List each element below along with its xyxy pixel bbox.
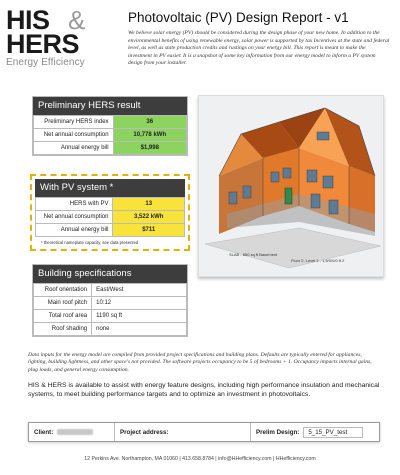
hers-table bbox=[33, 115, 187, 155]
row-label: Preliminary HERS index bbox=[34, 116, 114, 129]
table-row bbox=[36, 224, 185, 237]
net-consumption-value: 10,778 kWh bbox=[113, 129, 186, 142]
row-label: HERS with PV bbox=[36, 198, 113, 211]
pv-panel-heading: With PV system * bbox=[35, 179, 185, 197]
table-row bbox=[34, 142, 187, 155]
logo-tagline: Energy Efficiency bbox=[6, 57, 85, 68]
table-row bbox=[34, 116, 187, 129]
project-address-cell bbox=[115, 423, 251, 441]
building-specs-panel bbox=[32, 264, 188, 337]
data-inputs-note: Data inputs for the energy model are compiled from provided project specifications and building plans. Defaults are typically entered for appliances, lighting, building lightness, and other space's not provided. The software projects occupancy to be 5 of bedrooms + 1. Occupancy impacts internal gains, plug loads, and general energy consumption. bbox=[28, 352, 372, 373]
row-label: Net annual consumption bbox=[36, 211, 113, 224]
specs-panel-heading: Building specifications bbox=[33, 265, 187, 283]
logo bbox=[6, 5, 102, 78]
project-address-label: Project address: bbox=[120, 428, 169, 436]
row-label: Roof shading bbox=[34, 323, 92, 336]
roof-pitch-value: 10:12 bbox=[92, 297, 187, 310]
table-row bbox=[34, 297, 187, 310]
hers-index-value: 36 bbox=[113, 116, 186, 129]
pv-footnote: * theoretical nameplate capacity, see data presented bbox=[41, 240, 139, 245]
hers-result-panel bbox=[32, 96, 188, 156]
prelim-design-cell bbox=[251, 423, 379, 441]
table-row bbox=[36, 198, 185, 211]
roof-shading-value: none bbox=[92, 323, 187, 336]
pv-net-consumption-value: 3,522 kWh bbox=[113, 211, 185, 224]
intro-paragraph: We believe solar energy (PV) should be considered during the design phase of your new home. In addition to the environmental benefits of using renewable energy, solar power is supported by tax Incentives at the state and federal level, as well as state production credits and rustings on your energy bill. This report is meant to make the investment in PV easier. It is a snapshot of some key information from our energy model to inform a PV system design from your installer. bbox=[128, 30, 390, 67]
energy-bill-value: $1,998 bbox=[113, 142, 186, 155]
report-title: Photovoltaic (PV) Design Report - v1 bbox=[128, 10, 349, 25]
roof-area-value: 1190 sq ft bbox=[92, 310, 187, 323]
client-label: Client: bbox=[34, 428, 54, 436]
logo-line-his: HIS bbox=[6, 5, 50, 35]
client-cell bbox=[29, 423, 115, 441]
prelim-design-value: 5_15_PV_test bbox=[303, 427, 363, 438]
row-label: Total roof area bbox=[34, 310, 92, 323]
house-model-image bbox=[199, 96, 384, 277]
specs-table bbox=[33, 283, 187, 336]
logo-ampersand: & bbox=[68, 5, 86, 35]
table-row bbox=[34, 284, 187, 297]
pv-system-panel bbox=[30, 174, 190, 251]
pv-energy-bill-value: $711 bbox=[113, 224, 185, 237]
house-3d-render bbox=[198, 95, 384, 277]
assist-paragraph: HIS & HERS is available to assist with energy feature designs, including high performance insulation and mechanical systems, to meet building performance targets and to optimize an investment in photovoltaics. bbox=[28, 382, 380, 398]
table-row bbox=[36, 211, 185, 224]
pv-table bbox=[35, 197, 185, 237]
row-label: Roof orientation bbox=[34, 284, 92, 297]
hers-with-pv-value: 13 bbox=[113, 198, 185, 211]
row-label: Annual energy bill bbox=[34, 142, 114, 155]
render-label-floor: Floor 2, Level 1 - 1,5/0/0/0 ft 2 bbox=[291, 258, 345, 263]
logo-line-hers: HERS bbox=[6, 29, 80, 59]
table-row bbox=[34, 310, 187, 323]
row-label: Annual energy bill bbox=[36, 224, 113, 237]
footer-address: 12 Perkins Ave. Northampton, MA 01060 | 413.658.8784 | info@HHefficiency.com | HHefficiency.com bbox=[84, 456, 316, 462]
render-label-slab: SLAB - 850 sq ft Basement bbox=[229, 252, 278, 257]
prelim-design-label: Prelim Design: bbox=[256, 428, 300, 436]
hers-panel-heading: Preliminary HERS result bbox=[33, 97, 187, 115]
client-name-redacted bbox=[57, 429, 93, 435]
row-label: Net annual consumption bbox=[34, 129, 114, 142]
table-row bbox=[34, 129, 187, 142]
roof-orientation-value: East/West bbox=[92, 284, 187, 297]
row-label: Main roof pitch bbox=[34, 297, 92, 310]
table-row bbox=[34, 323, 187, 336]
project-info-bar bbox=[28, 422, 380, 442]
